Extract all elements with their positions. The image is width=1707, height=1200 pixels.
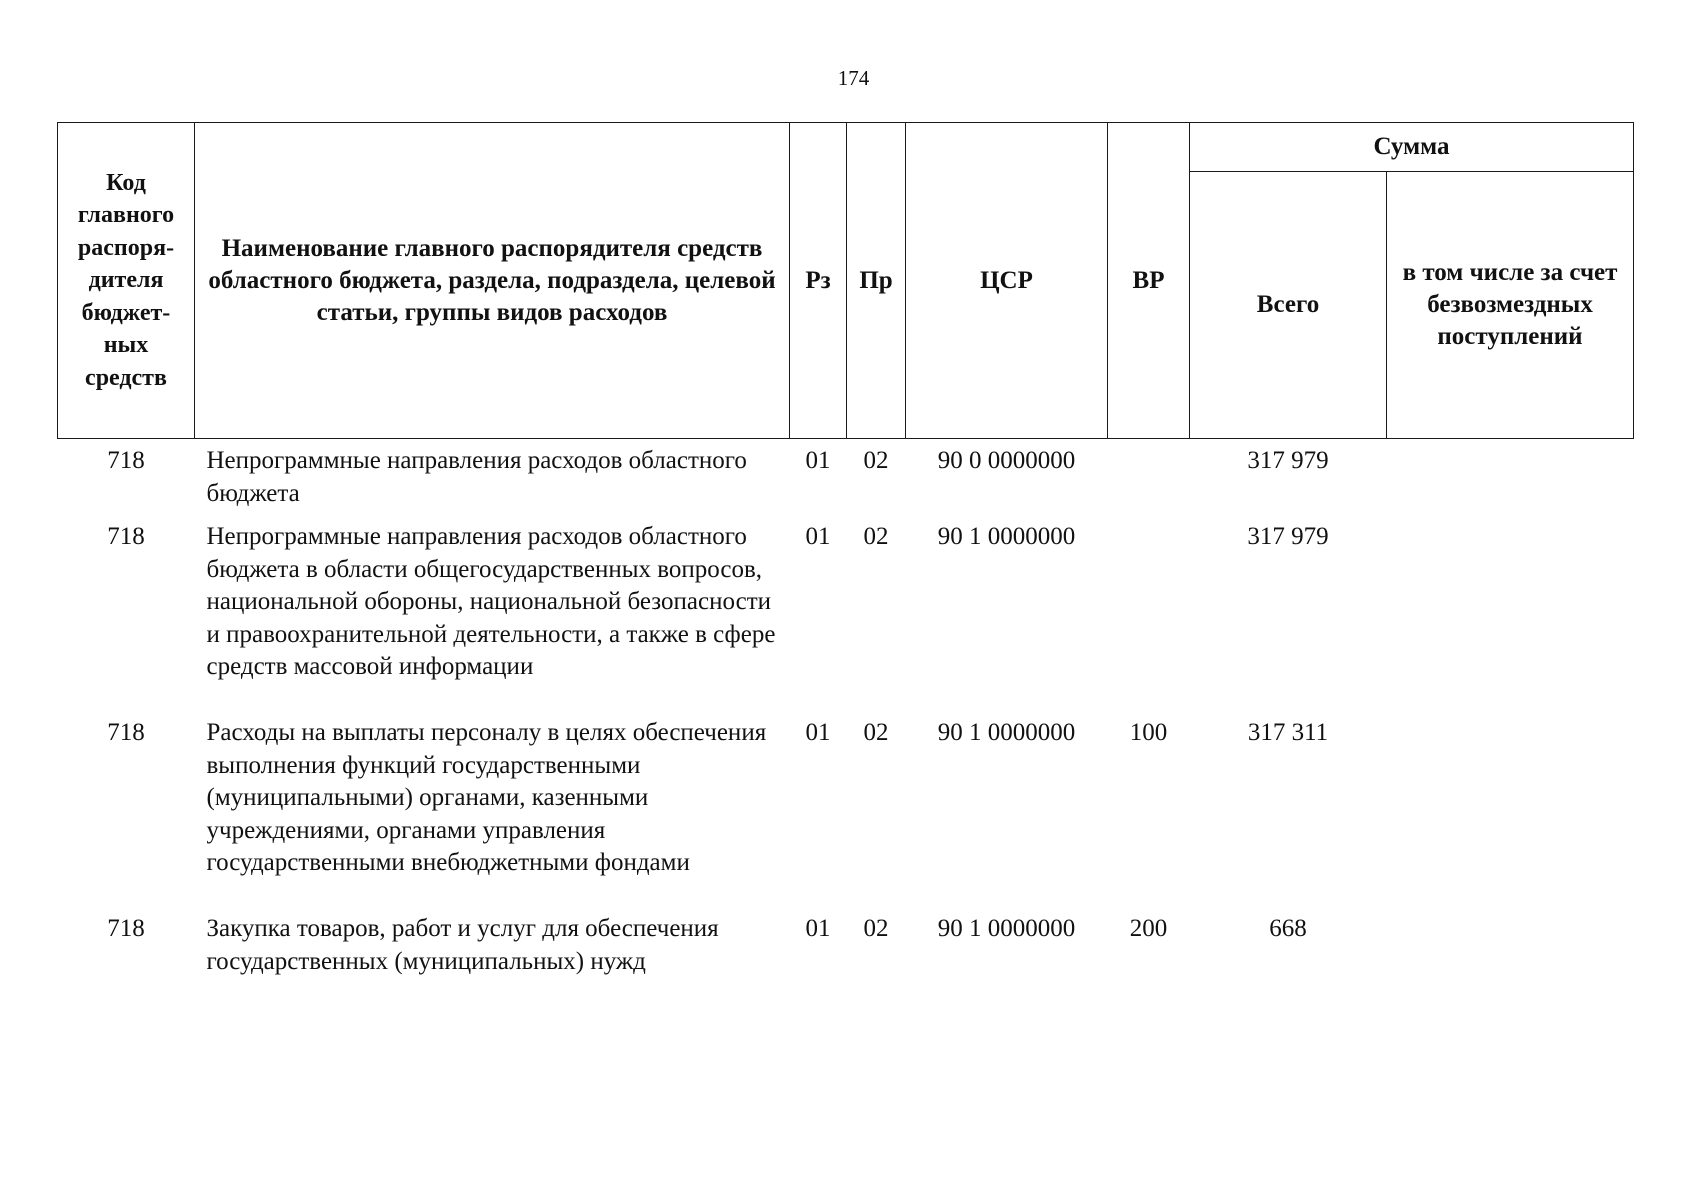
cell-total: 668 [1269, 915, 1307, 942]
cell-total: 317 979 [1247, 523, 1329, 550]
cell-csr: 90 1 0000000 [937, 523, 1076, 550]
cell-rz: 01 [805, 915, 831, 942]
cell-vr [1108, 439, 1190, 516]
cell-pr: 02 [863, 523, 889, 550]
cell-name: Расходы на выплаты персоналу в целях обеспечения выполнения функций государственными (муниципальными) органами, казенными учреждениями, органами управления государственными внебюджетными фондами [206, 719, 767, 877]
header-total: Всего [1190, 172, 1387, 439]
header-sum: Сумма [1190, 123, 1634, 172]
cell-vr: 200 [1129, 915, 1168, 942]
page-number: 174 [837, 66, 870, 90]
budget-table [57, 122, 1634, 1023]
table-body [58, 439, 1634, 1024]
cell-code: 718 [107, 447, 145, 474]
header-rz: Рз [790, 123, 847, 439]
cell-code: 718 [107, 523, 145, 550]
cell-pr: 02 [863, 447, 889, 474]
cell-grants [1387, 907, 1634, 1023]
header-code: Код главного распоря-дителя бюджет-ных средств [58, 123, 195, 439]
cell-name: Закупка товаров, работ и услуг для обеспечения государственных (муниципальных) нужд [206, 915, 719, 975]
cell-code: 718 [107, 719, 145, 746]
table-row [58, 515, 1634, 711]
cell-name: Непрограммные направления расходов областного бюджета [206, 447, 747, 507]
cell-grants [1387, 711, 1634, 907]
table-header [58, 123, 1634, 439]
cell-csr: 90 1 0000000 [937, 915, 1076, 942]
header-name: Наименование главного распорядителя средств областного бюджета, раздела, подраздела, целевой статьи, группы видов расходов [195, 123, 790, 439]
cell-rz: 01 [805, 447, 831, 474]
cell-rz: 01 [805, 719, 831, 746]
cell-grants [1387, 515, 1634, 711]
table-row [58, 439, 1634, 516]
header-pr: Пр [847, 123, 906, 439]
cell-csr: 90 0 0000000 [937, 447, 1076, 474]
header-vr: ВР [1108, 123, 1190, 439]
header-csr: ЦСР [906, 123, 1108, 439]
cell-rz: 01 [805, 523, 831, 550]
table-row [58, 711, 1634, 907]
cell-pr: 02 [863, 915, 889, 942]
cell-pr: 02 [863, 719, 889, 746]
table-row [58, 907, 1634, 1023]
cell-vr: 100 [1129, 719, 1168, 746]
cell-grants [1387, 439, 1634, 516]
header-grants: в том числе за счет безвозмездных поступлений [1387, 172, 1634, 439]
cell-total: 317 311 [1247, 719, 1329, 746]
cell-vr [1108, 515, 1190, 711]
cell-csr: 90 1 0000000 [937, 719, 1076, 746]
cell-code: 718 [107, 915, 145, 942]
cell-total: 317 979 [1247, 447, 1329, 474]
cell-name: Непрограммные направления расходов областного бюджета в области общегосударственных вопросов, национальной обороны, национальной безопасности и правоохранительной деятельности, а также в сфере средств массовой информации [206, 523, 776, 681]
